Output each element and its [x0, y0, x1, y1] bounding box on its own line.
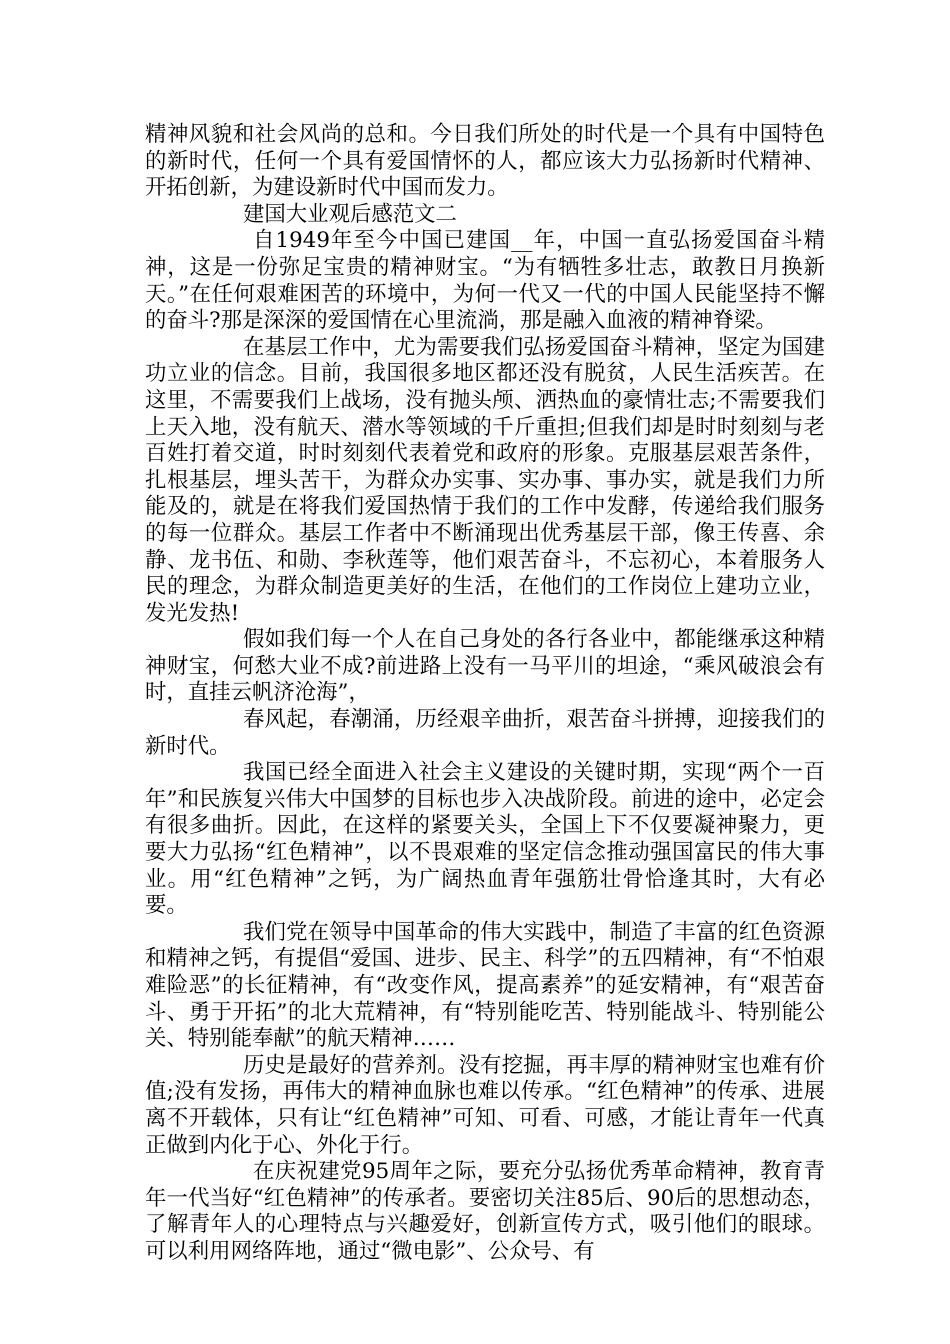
- paragraph: 在基层工作中，尤为需要我们弘扬爱国奋斗精神，坚定为国建功立业的信念。目前，我国很多地区都还没有脱贫，人民生活疾苦。在这里，不需要我们上战场，没有抛头颅、洒热血的豪情壮志;不需要我们上天入地，没有航天、潜水等领域的千斤重担;但我们却是时时刻刻与老百姓打着交道，时时刻刻代表着党和政府的形象。克服基层艰苦条件，扎根基层，埋头苦干，为群众办实事、实办事、事办实，就是我们力所能及的，就是在将我们爱国热情于我们的工作中发酵，传递给我们服务的每一位群众。基层工作者中不断涌现出优秀基层干部，像王传喜、余静、龙书伍、和勋、李秋莲等，他们艰苦奋斗，不忘初心，本着服务人民的理念，为群众制造更美好的生活，在他们的工作岗位上建功立业，发光发热!: [145, 334, 825, 626]
- paragraph: 假如我们每一个人在自己身处的各行各业中，都能继承这种精神财宝，何愁大业不成?前进路上没有一马平川的坦途，“乘风破浪会有时，直挂云帆济沧海”，: [145, 627, 825, 706]
- paragraph: 我们党在领导中国革命的伟大实践中，制造了丰富的红色资源和精神之钙，有提倡“爱国、进步、民主、科学”的五四精神，有“不怕艰难险恶”的长征精神，有“改变作风，提高素养”的延安精神，有“艰苦奋斗、勇于开拓”的北大荒精神，有“特别能吃苦、特别能战斗、特别能公关、特别能奉献”的航天精神……: [145, 919, 825, 1052]
- paragraph: 在庆祝建党95周年之际，要充分弘扬优秀革命精神，教育青年一代当好“红色精神”的传承者。要密切关注85后、90后的思想动态，了解青年人的心理特点与兴趣爱好，创新宣传方式，吸引他们的眼球。可以利用网络阵地，通过“微电影”、公众号、有: [145, 1159, 825, 1264]
- paragraph: 我国已经全面进入社会主义建设的关键时期，实现“两个一百年”和民族复兴伟大中国梦的目标也步入决战阶段。前进的途中，必定会有很多曲折。因此，在这样的紧要关头，全国上下不仅要凝神聚力，更要大力弘扬“红色精神”，以不畏艰难的坚定信念推动强国富民的伟大事业。用“红色精神”之钙，为广阔热血青年强筋壮骨恰逢其时，大有必要。: [145, 760, 825, 919]
- document-page: [145, 122, 825, 1266]
- paragraph: 自1949年至今中国已建国__年，中国一直弘扬爱国奋斗精神，这是一份弥足宝贵的精神财宝。“为有牺牲多壮志，敢教日月换新天。”在任何艰难困苦的环境中，为何一代又一代的中国人民能坚持不懈的奋斗?那是深深的爱国情在心里流淌，那是融入血液的精神脊梁。: [145, 228, 825, 334]
- paragraph: 春风起，春潮涌，历经艰辛曲折，艰苦奋斗拼搏，迎接我们的新时代。: [145, 707, 825, 759]
- paragraph-continuation: 精神风貌和社会风尚的总和。今日我们所处的时代是一个具有中国特色的新时代，任何一个具有爱国情怀的人，都应该大力弘扬新时代精神、开拓创新，为建设新时代中国而发力。: [145, 122, 825, 201]
- paragraph: 历史是最好的营养剂。没有挖掘，再丰厚的精神财宝也难有价值;没有发扬，再伟大的精神血脉也难以传承。“红色精神”的传承、进展离不开载体，只有让“红色精神”可知、可看、可感，才能让青年一代真正做到内化于心、外化于行。: [145, 1052, 825, 1158]
- section-heading: 建国大业观后感范文二: [243, 201, 457, 227]
